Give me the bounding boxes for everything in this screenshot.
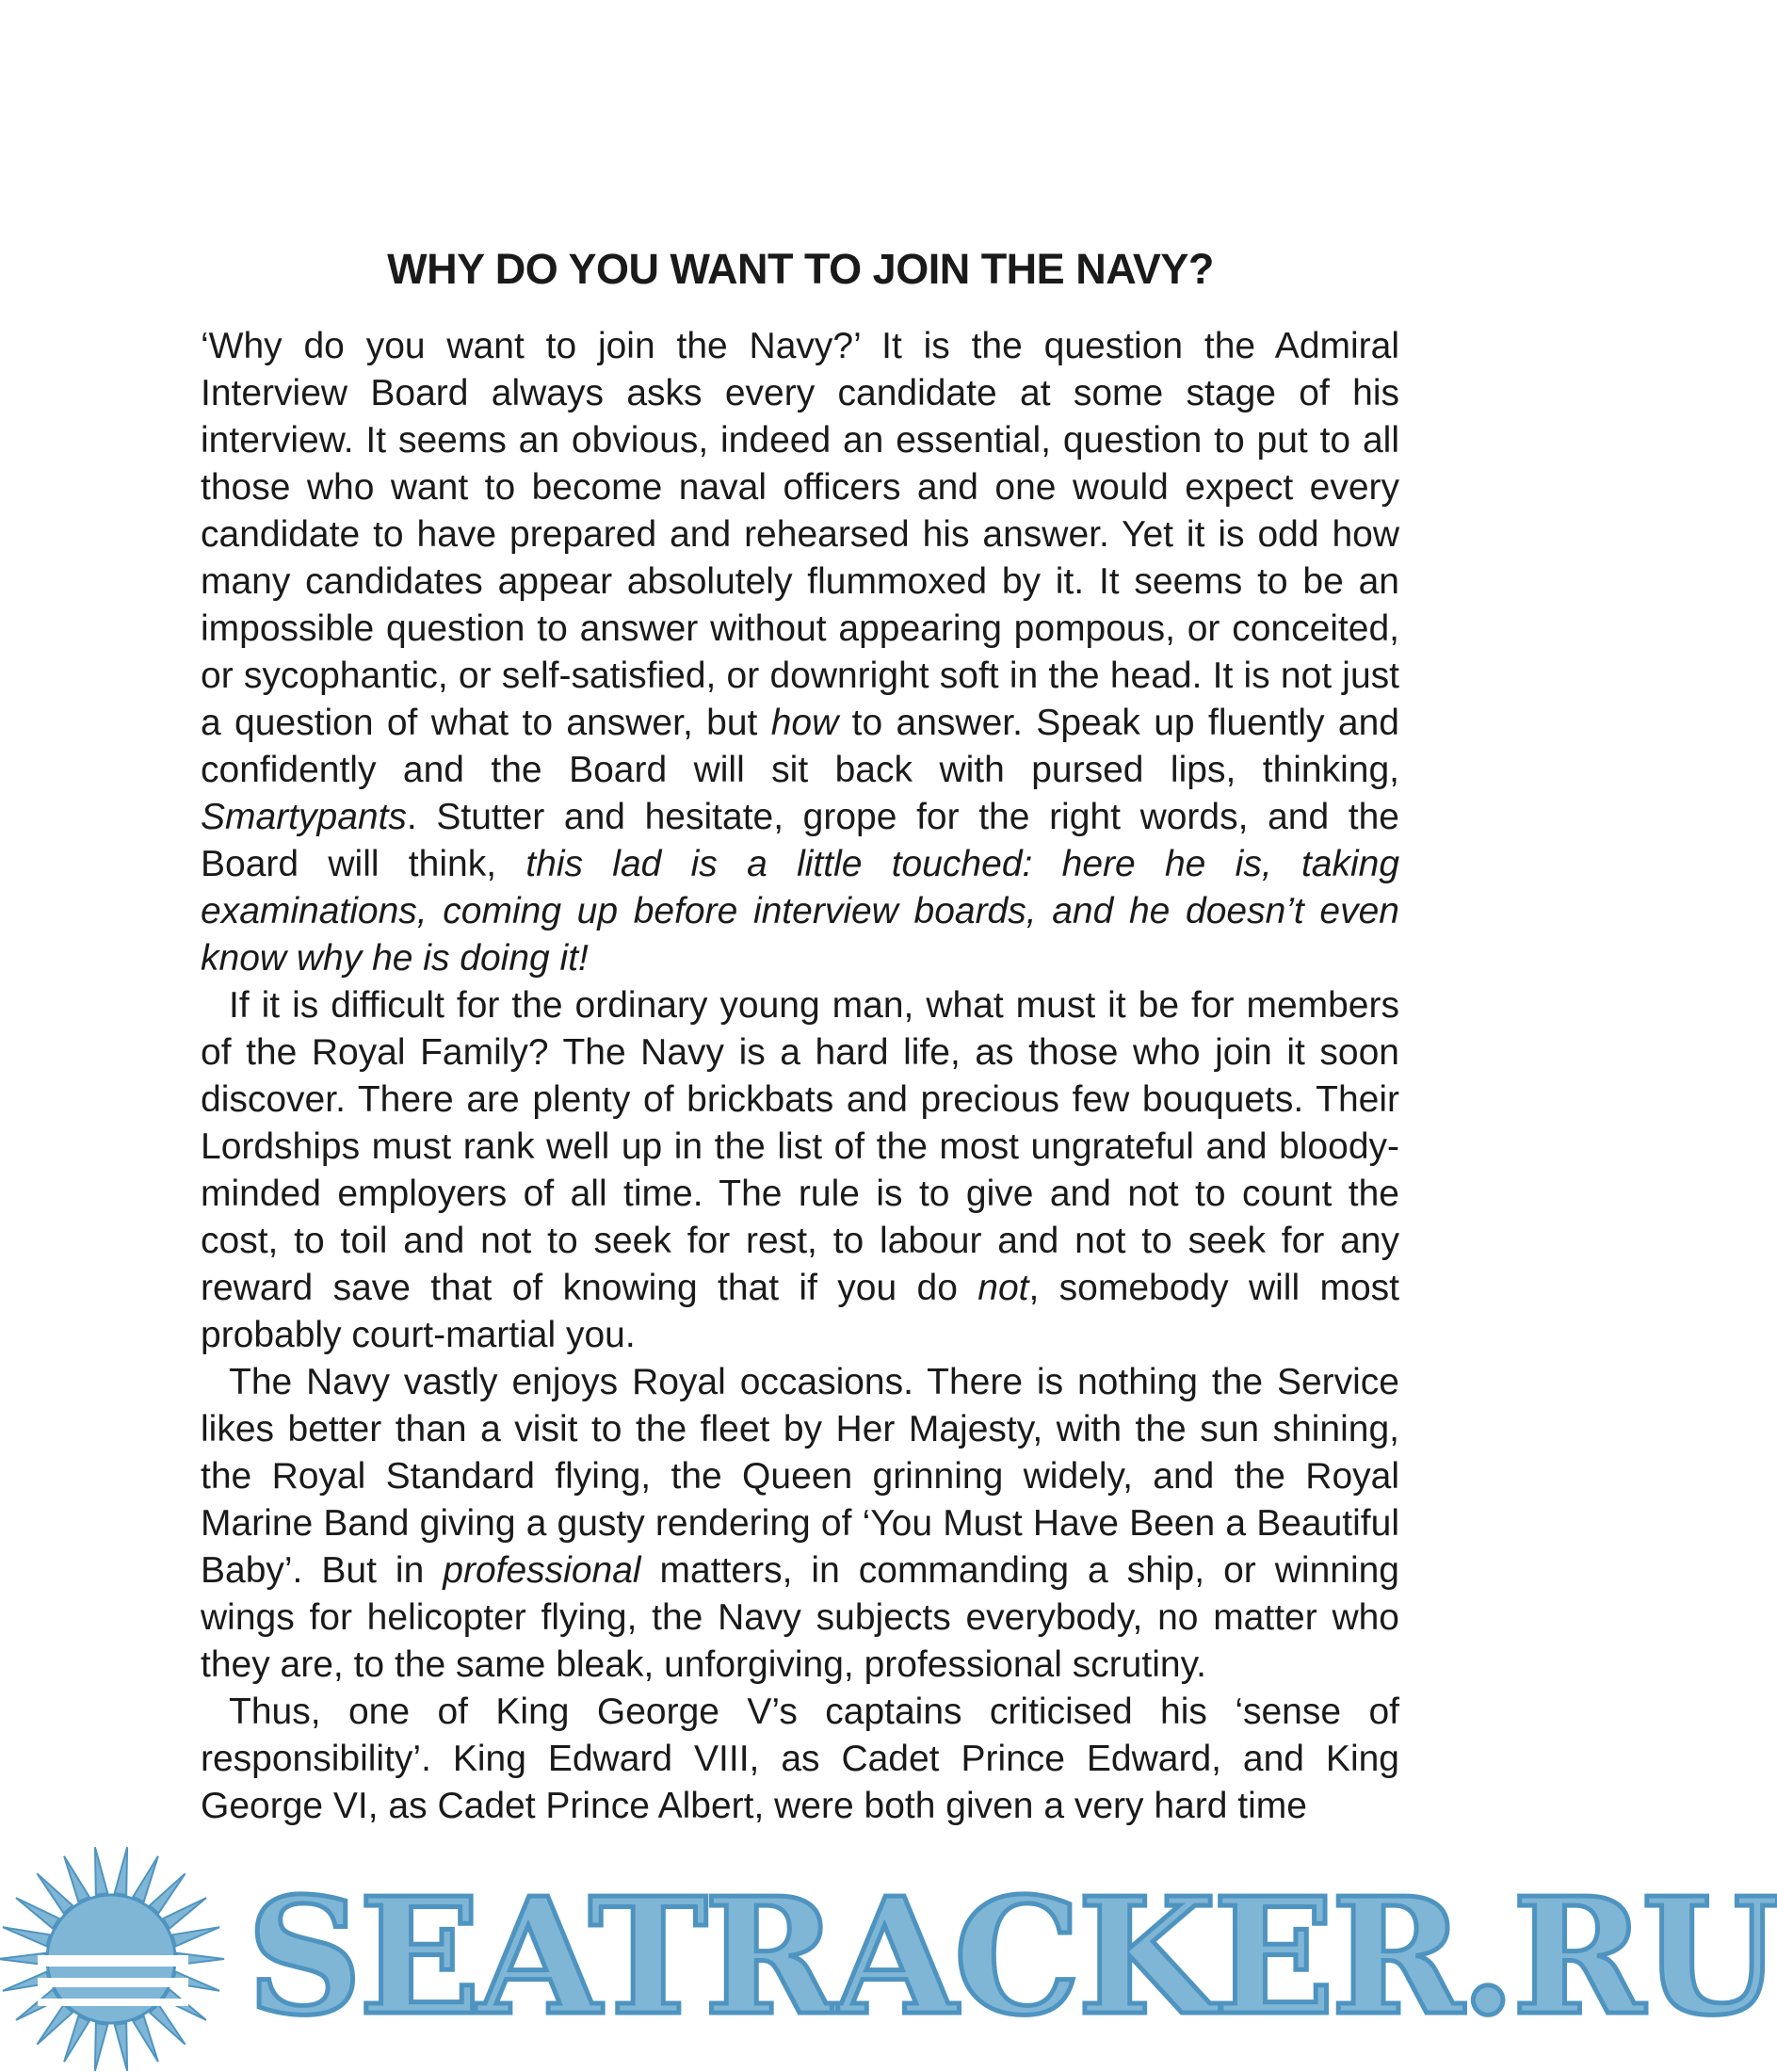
- watermark-text: SEATRACKER.RU: [247, 1863, 1777, 2051]
- paragraph-3: [201, 1359, 1399, 1689]
- sun-ray: [37, 1873, 73, 1913]
- text-segment: If it is difficult for the ordinary young man, what must it be for members of the Royal Family? The Navy is a hard life, as those who join it soon discover. There are plenty of brickbats and precious few bouquets. Their Lordships must rank well up in the list of the most ungrateful and bloody-minded employers of all time. The rule is to give and not to count the cost, to toil and not to seek for rest, to labour and not to seek for any reward save that of knowing that if you do: [201, 985, 1399, 1308]
- page-title: WHY DO YOU WANT TO JOIN THE NAVY?: [387, 245, 1214, 294]
- text-segment: Thus, one of King George V’s captains criticised his ‘sense of responsibility’. King Edward VIII, as Cadet Prince Edward, and King George VI, as Cadet Prince Albert, were both given a very hard time: [201, 1692, 1399, 1826]
- text-segment: matters, in commanding a ship, or winning wings for helicopter flying, the Navy subjects everybody, no matter who they are, to the same bleak, unforgiving, professional scrutiny.: [201, 1550, 1399, 1685]
- sun-ray: [163, 1898, 206, 1928]
- paragraph-1: [201, 323, 1399, 982]
- text-segment: . Stutter and hesitate, grope for the right words, and the Board will think,: [201, 797, 1399, 884]
- sun-ray: [64, 1856, 89, 1902]
- watermark: [0, 1837, 1777, 2072]
- sun-ray: [3, 1927, 50, 1946]
- text-segment: ‘Why do you want to join the Navy?’ It is the question the Admiral Interview Board always asks every candidate at some stage of his interview. It seems an obvious, indeed an essential, question to put to all those who want to become naval officers and one would expect every candidate to have prepared and rehearsed his answer. Yet it is odd how many candidates appear absolutely flummoxed by it. It seems to be an impossible question to answer without appearing pompous, or conceited, or sycophantic, or self-satisfied, or downright soft in the head. It is not just a question of what to answer, but: [201, 326, 1399, 743]
- text-segment: The Navy vastly enjoys Royal occasions. There is nothing the Service likes better than a visit to the fleet by Her Majesty, with the sun shining, the Royal Standard flying, the Queen grinning widely, and the Royal Marine Band giving a gusty rendering of ‘You Must Have Been a Beautiful Baby’. But in: [201, 1362, 1399, 1591]
- sun-ray: [64, 2016, 89, 2062]
- text-segment: , somebody will most probably court-martial you.: [201, 1268, 1399, 1355]
- sun-ray: [95, 2023, 107, 2071]
- paragraph-4: [201, 1689, 1399, 1830]
- text-segment: to answer. Speak up fluently and confidently and the Board will sit back with pursed lips, thinking,: [201, 703, 1399, 790]
- emphasis-segment: this lad is a little touched: here he is, taking examinations, coming up before interview boards, and he doesn’t even know why he is doing it!: [201, 844, 1400, 979]
- sun-ray: [133, 2016, 158, 2062]
- sun-ray: [115, 1847, 127, 1895]
- sun-ray: [115, 2023, 127, 2071]
- sun-ray: [37, 2005, 73, 2045]
- sun-ray: [133, 1856, 158, 1902]
- sun-ray: [95, 1847, 107, 1895]
- emphasis-segment: not: [977, 1268, 1029, 1308]
- body-text: [201, 323, 1399, 1830]
- paragraph-2: [201, 982, 1399, 1359]
- emphasis-segment: how: [770, 703, 839, 743]
- sun-ray: [16, 1898, 59, 1928]
- emphasis-segment: professional: [443, 1550, 641, 1591]
- sun-ray: [150, 2005, 186, 2045]
- sun-ray: [172, 1927, 219, 1946]
- sun-ray: [150, 1873, 186, 1913]
- sun-icon: [0, 1837, 245, 2072]
- emphasis-segment: Smartypants: [201, 797, 407, 837]
